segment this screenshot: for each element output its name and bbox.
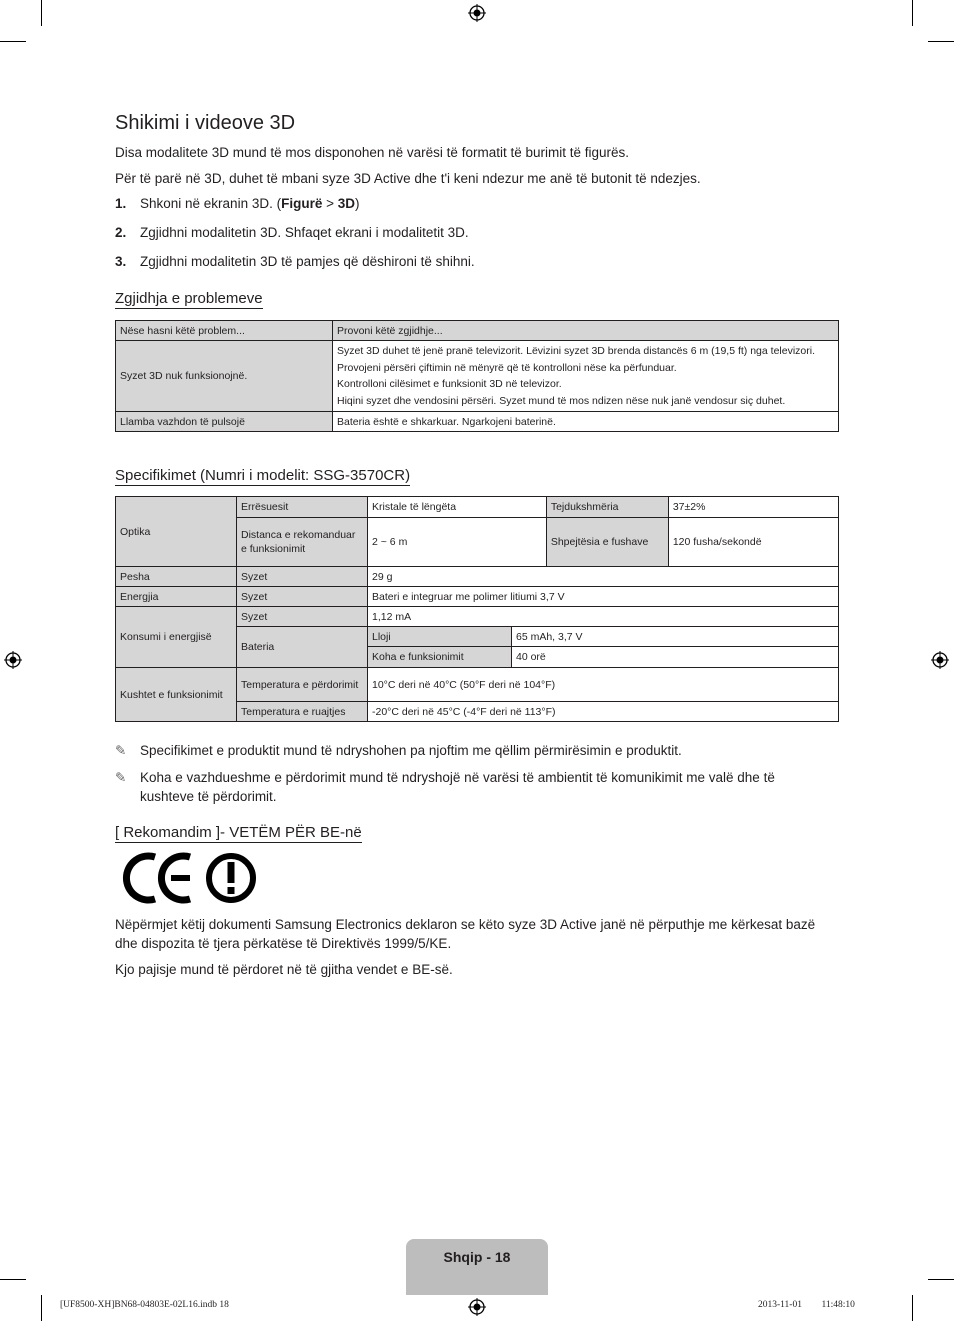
solution-line: Kontrolloni cilësimet e funksionit 3D në televizor. bbox=[337, 378, 562, 390]
spec-label: Temperatura e përdorimit bbox=[237, 668, 368, 702]
section-heading-specs: Specifikimet (Numri i modelit: SSG-3570CR) bbox=[115, 467, 411, 484]
page-number: Shqip - 18 bbox=[443, 1249, 511, 1265]
spec-value: Bateri e integruar me polimer litiumi 3,7 V bbox=[368, 587, 839, 607]
recommend-paragraph: Nëpërmjet këtij dokumenti Samsung Electronics deklaron se këto syze 3D Active janë në përputhje me kërkesat bazë dhe dispozita të tjera përkatëse të Direktivës 1999/5/KE. bbox=[115, 917, 816, 951]
page-title: Shikimi i videove 3D bbox=[115, 112, 296, 134]
registration-mark-icon bbox=[468, 1298, 486, 1316]
spec-value: 37±2% bbox=[668, 497, 838, 518]
solution-cell: Bateria është e shkarkuar. Ngarkojeni baterinë. bbox=[333, 412, 839, 432]
spec-value: 2 ~ 6 m bbox=[368, 518, 547, 567]
table-header: Provoni këtë zgjidhje... bbox=[333, 321, 839, 341]
crop-mark bbox=[928, 1279, 954, 1280]
spec-label: Syzet bbox=[237, 567, 368, 587]
step-item bbox=[115, 196, 360, 211]
spec-group: Konsumi i energjisë bbox=[116, 607, 237, 668]
solution-line: Hiqini syzet dhe vendosini përsëri. Syzet mund të mos ndizen nëse nuk janë vendosur siç duhet. bbox=[337, 394, 786, 407]
note-text: Koha e vazhdueshme e përdorimit mund të ndryshojë në varësi të ambientit të komunikimit me valë dhe të kushteve të përdorimit. bbox=[140, 770, 775, 804]
crop-mark bbox=[0, 1279, 26, 1280]
problem-cell: Syzet 3D nuk funksionojnë. bbox=[116, 341, 333, 412]
spec-value: 40 orë bbox=[512, 647, 839, 668]
pencil-note-icon: ✎ bbox=[115, 743, 127, 758]
crop-mark bbox=[0, 41, 26, 42]
ce-alert-mark-icon bbox=[115, 852, 260, 904]
spec-value: 29 g bbox=[368, 567, 839, 587]
note-item bbox=[115, 741, 839, 761]
troubleshooting-table bbox=[115, 320, 839, 432]
spec-value: 1,12 mA bbox=[368, 607, 839, 627]
step-number: 3. bbox=[115, 254, 127, 269]
menu-path-separator: > bbox=[322, 196, 338, 211]
registration-mark-icon bbox=[4, 651, 22, 669]
note-item bbox=[115, 768, 839, 808]
spec-label: Temperatura e ruajtjes bbox=[237, 702, 368, 722]
registration-mark-icon bbox=[931, 651, 949, 669]
spec-label: Shpejtësia e fushave bbox=[546, 518, 668, 567]
spec-label: Tejdukshmëria bbox=[546, 497, 668, 518]
table-header: Nëse hasni këtë problem... bbox=[116, 321, 333, 341]
solution-cell bbox=[333, 341, 839, 412]
crop-mark bbox=[912, 1295, 913, 1321]
step-text: Shkoni në ekranin 3D. ( bbox=[140, 196, 282, 211]
step-number: 2. bbox=[115, 225, 127, 240]
spec-label: Bateria bbox=[237, 627, 368, 668]
solution-line: Provojeni përsëri çiftimin në mënyrë që të kontrolloni nëse ka përfunduar. bbox=[337, 361, 677, 374]
spec-value: 10°C deri në 40°C (50°F deri në 104°F) bbox=[368, 668, 839, 702]
spec-group: Energjia bbox=[116, 587, 237, 607]
spec-value: Kristale të lëngëta bbox=[368, 497, 547, 518]
spec-group: Kushtet e funksionimit bbox=[116, 668, 237, 722]
spec-label: Distanca e rekomanduar e funksionimit bbox=[237, 518, 368, 567]
step-text: ) bbox=[355, 196, 360, 211]
section-heading-troubleshooting: Zgjidhja e problemeve bbox=[115, 290, 263, 307]
print-slug-right: 2013-11-01 ￿￿ 11:48:10 bbox=[758, 1300, 855, 1310]
print-slug-left: [UF8500-XH]BN68-04803E-02L16.indb 18 bbox=[60, 1300, 229, 1310]
pencil-note-icon: ✎ bbox=[115, 770, 127, 785]
crop-mark bbox=[41, 0, 42, 26]
crop-mark bbox=[41, 1295, 42, 1321]
section-heading-recommend: [ Rekomandim ]- VETËM PËR BE-në bbox=[115, 824, 362, 841]
spec-group: Optika bbox=[116, 497, 237, 567]
spec-value: 65 mAh, 3,7 V bbox=[512, 627, 839, 647]
spec-label: Lloji bbox=[368, 627, 512, 647]
registration-mark-icon bbox=[468, 4, 486, 22]
crop-mark bbox=[912, 0, 913, 26]
solution-line: Syzet 3D duhet të jenë pranë televizorit. Lëvizini syzet 3D brenda distancës 6 m (19,5 ft) nga televizori. bbox=[337, 345, 815, 357]
step-item bbox=[115, 225, 469, 240]
step-number: 1. bbox=[115, 196, 127, 211]
intro-paragraph: Për të parë në 3D, duhet të mbani syze 3D Active dhe t'i keni ndezur me anë të butonit të ndezjes. bbox=[115, 171, 701, 186]
step-text: Zgjidhni modalitetin 3D. Shfaqet ekrani i modalitetit 3D. bbox=[140, 225, 469, 240]
step-item bbox=[115, 254, 475, 269]
problem-cell: Llamba vazhdon të pulsojë bbox=[116, 412, 333, 432]
spec-label: Syzet bbox=[237, 587, 368, 607]
spec-label: Koha e funksionimit bbox=[368, 647, 512, 668]
page-number-tab bbox=[406, 1239, 548, 1295]
specs-table bbox=[115, 496, 839, 722]
spec-label: Syzet bbox=[237, 607, 368, 627]
spec-value: -20°C deri në 45°C (-4°F deri në 113°F) bbox=[368, 702, 839, 722]
note-text: Specifikimet e produktit mund të ndryshohen pa njoftim me qëllim përmirësimin e produktit. bbox=[140, 743, 682, 758]
spec-label: Errësuesit bbox=[237, 497, 368, 518]
recommend-paragraph: Kjo pajisje mund të përdoret në të gjitha vendet e BE-së. bbox=[115, 962, 453, 977]
menu-path-item: 3D bbox=[337, 196, 355, 211]
intro-paragraph: Disa modalitete 3D mund të mos disponohen në varësi të formatit të burimit të figurës. bbox=[115, 145, 629, 160]
menu-path-item: Figurë bbox=[281, 196, 323, 211]
spec-group: Pesha bbox=[116, 567, 237, 587]
spec-value: 120 fusha/sekondë bbox=[668, 518, 838, 567]
crop-mark bbox=[928, 41, 954, 42]
step-text: Zgjidhni modalitetin 3D të pamjes që dëshironi të shihni. bbox=[140, 254, 475, 269]
